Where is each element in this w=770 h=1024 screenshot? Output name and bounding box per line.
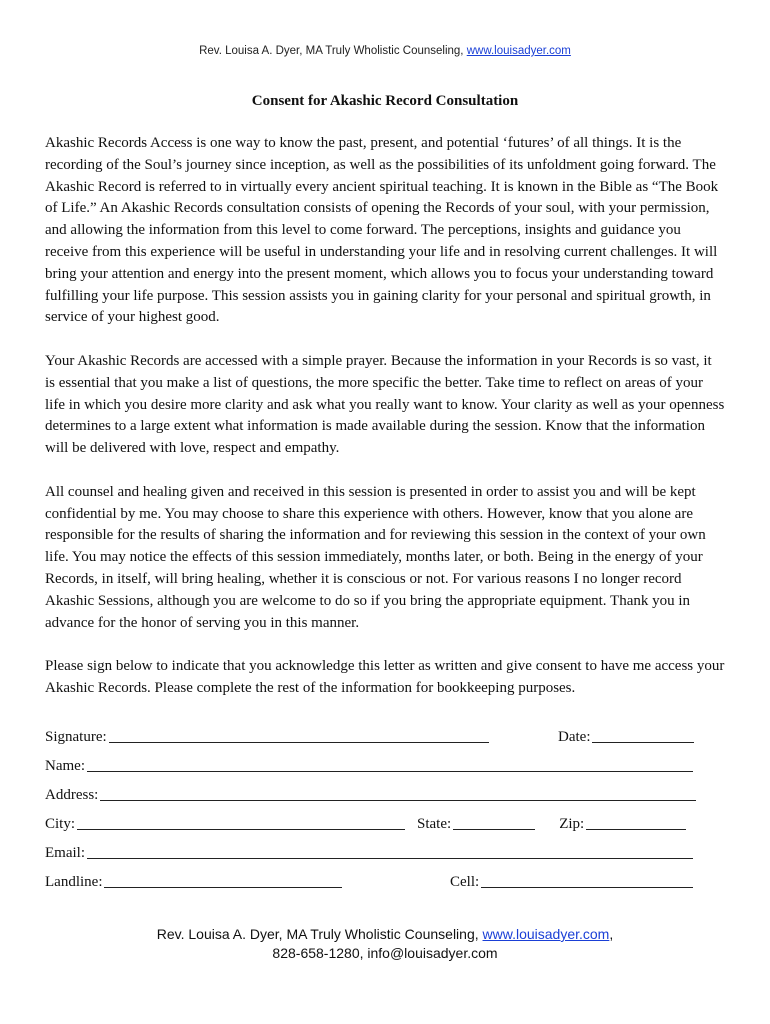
form-row-name	[45, 746, 705, 775]
footer-website-link[interactable]: www.louisadyer.com	[482, 926, 610, 942]
paragraph-confidentiality: All counsel and healing given and received in this session is presented in order to assist you and will be kept confidential by me. You may choose to share this experience with others. However, know that you alone are responsible for the results of sharing the information and for reviewing this session in the context of your own life. You may notice the effects of this session immediately, months later, or both. Being in the energy of your Records, in itself, will bring healing, whether it is conscious or not. For various reasons I no longer record Akashic Sessions, although you are welcome to do so if you bring the appropriate equipment. Thank you in advance for the honor of serving you in this manner.	[45, 483, 706, 631]
name-label: Name:	[45, 758, 85, 774]
landline-field[interactable]	[45, 873, 450, 891]
state-label: State:	[417, 816, 452, 832]
paragraph-intro: Akashic Records Access is one way to know the past, present, and potential ‘futures’ of all things. It is the recording of the Soul’s journey since inception, as well as the possibilities of its unfoldment going forward. The Akashic Record is referred to in virtually every ancient spiritual teaching. It is known in the Bible as “The Book of Life.” An Akashic Records consultation consists of opening the Records of your soul, with your permission, and allowing the information from this level to come forward. The perceptions, insights and guidance you receive from this experience will be useful in understanding your life and in resolving current challenges. It will bring your attention and energy into the present moment, which allows you to focus your understanding toward fulfilling your life purpose. This session assists you in gaining clarity for your personal and spiritual growth, in service of your highest good.	[45, 135, 719, 326]
name-line[interactable]	[87, 757, 693, 772]
city-line[interactable]	[77, 815, 405, 830]
email-line[interactable]	[87, 844, 693, 859]
form-row-email	[45, 833, 705, 862]
cell-field[interactable]	[450, 873, 693, 891]
header-text: Rev. Louisa A. Dyer, MA Truly Wholistic Counseling,	[199, 45, 467, 57]
page-header	[0, 45, 770, 57]
address-label: Address:	[45, 787, 99, 803]
signature-line[interactable]	[109, 728, 489, 743]
city-field[interactable]	[45, 815, 405, 833]
consent-body	[45, 133, 725, 722]
date-field[interactable]	[558, 728, 694, 746]
form-row-address	[45, 775, 705, 804]
email-label: Email:	[45, 845, 85, 861]
paragraph-signature-instructions: Please sign below to indicate that you acknowledge this letter as written and give consent to have me access your Akashic Records. Please complete the rest of the information for bookkeeping purposes.	[45, 658, 725, 696]
landline-line[interactable]	[104, 873, 342, 888]
date-label: Date:	[558, 729, 591, 745]
state-line[interactable]	[453, 815, 535, 830]
city-label: City:	[45, 816, 76, 832]
signature-label: Signature:	[45, 729, 107, 745]
header-website-link[interactable]: www.louisadyer.com	[466, 45, 571, 57]
footer-comma: ,	[609, 926, 614, 942]
footer-line-1	[0, 925, 770, 944]
footer-contact: 828-658-1280, info@louisadyer.com	[272, 945, 498, 961]
address-line[interactable]	[100, 786, 696, 801]
zip-label: Zip:	[559, 816, 585, 832]
form-row-phone	[45, 862, 705, 891]
date-line[interactable]	[592, 728, 694, 743]
address-field[interactable]	[45, 786, 696, 804]
signature-field[interactable]	[45, 728, 495, 746]
zip-field[interactable]	[559, 815, 686, 833]
form-row-city	[45, 804, 705, 833]
consent-form	[45, 717, 705, 891]
cell-label: Cell:	[450, 874, 480, 890]
landline-label: Landline:	[45, 874, 103, 890]
state-field[interactable]	[417, 815, 535, 833]
cell-line[interactable]	[481, 873, 693, 888]
page-footer	[0, 925, 770, 963]
zip-line[interactable]	[586, 815, 686, 830]
paragraph-prayer: Your Akashic Records are accessed with a simple prayer. Because the information in your Records is so vast, it is essential that you make a list of questions, the more specific the better. Take time to reflect on areas of your life in which you desire more clarity and ask what you really want to know. Your clarity as well as your openness determines to a large extent what information is made available during the session. Know that the information will be delivered with love, respect and empathy.	[45, 352, 725, 457]
form-row-signature	[45, 717, 705, 746]
email-field[interactable]	[45, 844, 693, 862]
name-field[interactable]	[45, 757, 693, 775]
footer-text: Rev. Louisa A. Dyer, MA Truly Wholistic Counseling,	[156, 926, 483, 942]
document-title: Consent for Akashic Record Consultation	[251, 93, 519, 109]
